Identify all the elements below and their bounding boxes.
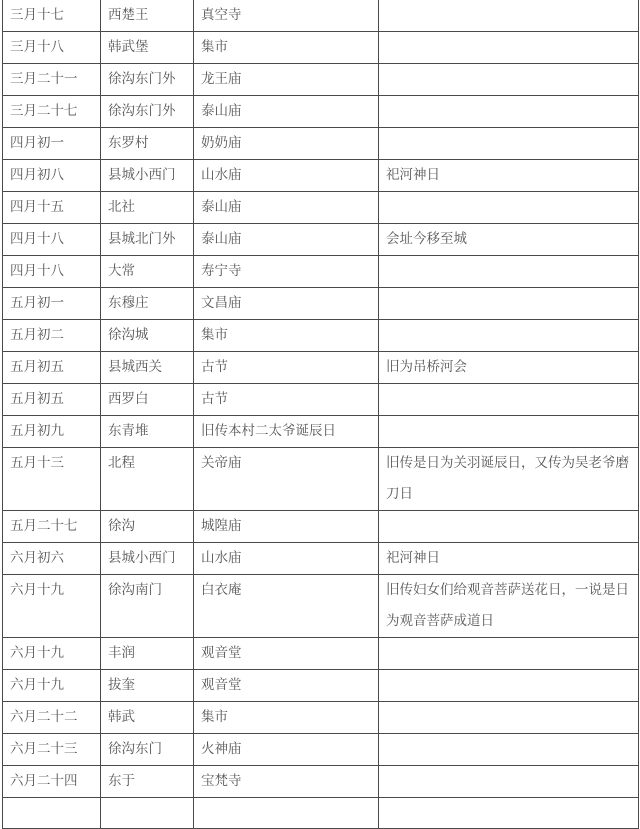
date-cell: 五月初一	[3, 288, 101, 320]
note-cell	[379, 128, 639, 160]
note-cell	[379, 670, 639, 702]
place-cell: 徐沟东门外	[101, 64, 194, 96]
venue-cell: 寿宁寺	[194, 256, 379, 288]
table-row	[3, 192, 639, 224]
date-cell: 四月十八	[3, 256, 101, 288]
note-cell	[379, 288, 639, 320]
place-cell: 徐沟南门	[101, 575, 194, 638]
place-cell: 县城北门外	[101, 224, 194, 256]
table-row	[3, 96, 639, 128]
venue-cell: 关帝庙	[194, 448, 379, 511]
place-cell: 县城西关	[101, 352, 194, 384]
table-row	[3, 575, 639, 638]
venue-cell: 宝梵寺	[194, 766, 379, 798]
place-cell: 北程	[101, 448, 194, 511]
table-row	[3, 32, 639, 64]
place-cell: 韩武	[101, 702, 194, 734]
place-cell: 大常	[101, 256, 194, 288]
table-row	[3, 256, 639, 288]
date-cell: 六月二十四	[3, 766, 101, 798]
date-cell: 六月初六	[3, 543, 101, 575]
place-cell: 西楚王	[101, 0, 194, 32]
note-cell	[379, 32, 639, 64]
place-cell: 徐沟	[101, 511, 194, 543]
note-cell	[379, 256, 639, 288]
note-cell	[379, 96, 639, 128]
venue-cell: 集市	[194, 320, 379, 352]
venue-cell: 火神庙	[194, 734, 379, 766]
venue-cell: 奶奶庙	[194, 128, 379, 160]
date-cell: 四月十五	[3, 192, 101, 224]
venue-cell: 观音堂	[194, 670, 379, 702]
place-cell: 东穆庄	[101, 288, 194, 320]
date-cell: 四月初一	[3, 128, 101, 160]
date-cell: 六月二十三	[3, 734, 101, 766]
date-cell: 五月十三	[3, 448, 101, 511]
table-row	[3, 288, 639, 320]
date-cell: 三月二十七	[3, 96, 101, 128]
venue-cell: 城隍庙	[194, 511, 379, 543]
place-cell: 徐沟城	[101, 320, 194, 352]
table-row	[3, 160, 639, 192]
note-cell	[379, 798, 639, 829]
venue-cell	[194, 798, 379, 829]
place-cell: 徐沟东门	[101, 734, 194, 766]
venue-cell: 泰山庙	[194, 224, 379, 256]
note-cell: 会址今移至城	[379, 224, 639, 256]
table-row	[3, 798, 639, 829]
table-row	[3, 543, 639, 575]
venue-cell: 山水庙	[194, 160, 379, 192]
place-cell: 东青堆	[101, 416, 194, 448]
venue-cell: 真空寺	[194, 0, 379, 32]
place-cell: 东罗村	[101, 128, 194, 160]
table-row	[3, 384, 639, 416]
date-cell: 五月初二	[3, 320, 101, 352]
venue-cell: 旧传本村二太爷诞辰日	[194, 416, 379, 448]
note-cell	[379, 638, 639, 670]
date-cell: 三月十七	[3, 0, 101, 32]
venue-cell: 文昌庙	[194, 288, 379, 320]
venue-cell: 白衣庵	[194, 575, 379, 638]
note-cell	[379, 416, 639, 448]
note-cell	[379, 766, 639, 798]
note-cell	[379, 0, 639, 32]
date-cell: 四月初八	[3, 160, 101, 192]
date-cell: 六月十九	[3, 670, 101, 702]
note-cell	[379, 384, 639, 416]
place-cell: 县城小西门	[101, 160, 194, 192]
venue-cell: 龙王庙	[194, 64, 379, 96]
table-row	[3, 766, 639, 798]
place-cell: 西罗白	[101, 384, 194, 416]
table-row	[3, 416, 639, 448]
place-cell: 北社	[101, 192, 194, 224]
venue-cell: 泰山庙	[194, 192, 379, 224]
place-cell: 徐沟东门外	[101, 96, 194, 128]
date-cell: 六月二十二	[3, 702, 101, 734]
date-cell: 五月初九	[3, 416, 101, 448]
note-cell	[379, 320, 639, 352]
table-row	[3, 224, 639, 256]
table-row	[3, 352, 639, 384]
table-row	[3, 734, 639, 766]
place-cell	[101, 798, 194, 829]
table-row	[3, 448, 639, 511]
note-cell: 祀河神日	[379, 543, 639, 575]
date-cell: 五月初五	[3, 352, 101, 384]
note-cell: 祀河神日	[379, 160, 639, 192]
place-cell: 县城小西门	[101, 543, 194, 575]
table-row	[3, 128, 639, 160]
place-cell: 韩武堡	[101, 32, 194, 64]
date-cell: 四月十八	[3, 224, 101, 256]
table-row	[3, 320, 639, 352]
venue-cell: 古节	[194, 384, 379, 416]
date-cell: 三月十八	[3, 32, 101, 64]
note-cell	[379, 734, 639, 766]
note-cell	[379, 192, 639, 224]
venue-cell: 古节	[194, 352, 379, 384]
date-cell: 六月十九	[3, 638, 101, 670]
note-cell: 旧传妇女们给观音菩萨送花日，一说是日为观音菩萨成道日	[379, 575, 639, 638]
note-cell	[379, 64, 639, 96]
venue-cell: 山水庙	[194, 543, 379, 575]
date-cell: 五月初五	[3, 384, 101, 416]
table-row	[3, 670, 639, 702]
temple-fair-table	[2, 0, 639, 829]
place-cell: 东于	[101, 766, 194, 798]
table-row	[3, 638, 639, 670]
date-cell: 三月二十一	[3, 64, 101, 96]
date-cell	[3, 798, 101, 829]
table-row	[3, 0, 639, 32]
date-cell: 五月二十七	[3, 511, 101, 543]
note-cell: 旧传是日为关羽诞辰日，又传为吴老爷磨刀日	[379, 448, 639, 511]
venue-cell: 集市	[194, 702, 379, 734]
place-cell: 拔奎	[101, 670, 194, 702]
venue-cell: 集市	[194, 32, 379, 64]
place-cell: 丰润	[101, 638, 194, 670]
table-row	[3, 511, 639, 543]
date-cell: 六月十九	[3, 575, 101, 638]
note-cell	[379, 511, 639, 543]
venue-cell: 泰山庙	[194, 96, 379, 128]
note-cell: 旧为吊桥河会	[379, 352, 639, 384]
venue-cell: 观音堂	[194, 638, 379, 670]
note-cell	[379, 702, 639, 734]
table-row	[3, 64, 639, 96]
table-row	[3, 702, 639, 734]
table-body	[3, 0, 639, 829]
